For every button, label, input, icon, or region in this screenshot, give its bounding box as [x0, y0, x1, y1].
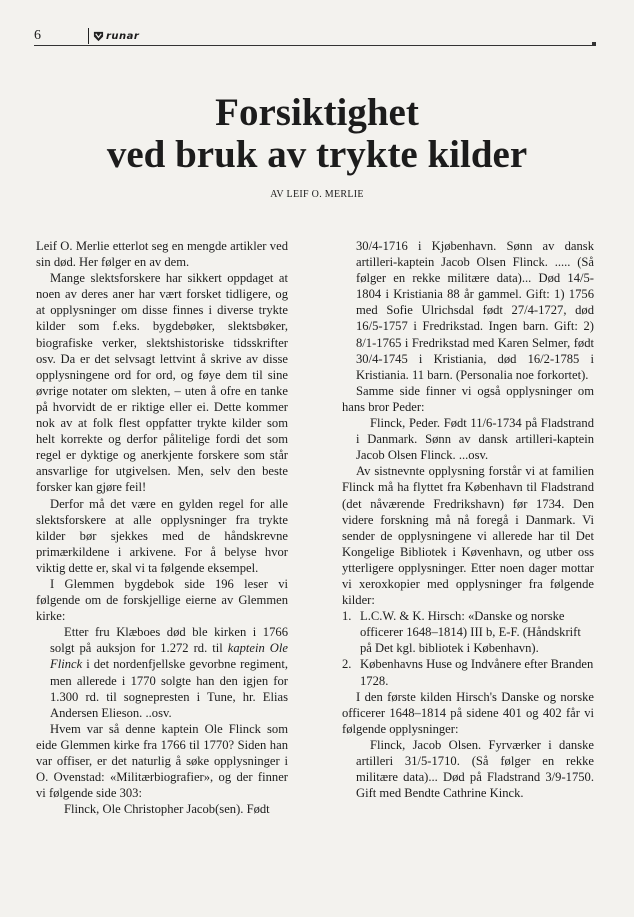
block-quote: Flinck, Ole Christopher Jacob(sen). Født: [64, 802, 270, 817]
paragraph: Mange slektsforskere har sikkert oppdaget at noen av deres aner har vært forsket tidligere, og at opplysninger om disse finnes i diverse trykte kilder som f.eks. bygdebøker, slektsbøker, biografiske verker, slektshistoriske tidsskrifter osv. Da er det selvsagt lettvint å skrive av disse opplysningene ord for ord, og føye dem til sine øvrige notater om slekten, – uten å ofre en tanke på hvorvidt de er riktige eller ei. Dette kommer nok av at folk flest oppfatter trykte kilder som helt korrekte og derfor pålitelige fordi det som regel er dyktige og anerkjente forskere som står ansvarlige for utgivelsen. Men, selv den beste forsker kan gjøre feil!: [36, 271, 288, 495]
list-number: 1.: [342, 609, 352, 624]
block-quote: Flinck, Jacob Olsen. Fyrværker i danske artilleri 31/5-1710. (Så følger en rekke militære data)... Død på Fladstrand 3/9-1750. Gift med Bendte Cathrine Kinck.: [356, 737, 594, 801]
list-text: Københavns Huse og Indvånere efter Branden 1728.: [360, 657, 594, 688]
quote-text: Etter fru Klæboes død ble kirken i 1766 solgt på auksjon for 1.272 rd. til: [50, 625, 288, 656]
header-rule: [34, 45, 594, 46]
right-column: [342, 238, 594, 801]
paragraph: I Glemmen bygdebok side 196 leser vi følgende om de forskjellige eierne av Glemmen kirke:: [36, 576, 288, 624]
header-rule-end-mark: [592, 42, 596, 46]
paragraph: Av sistnevnte opplysning forstår vi at familien Flinck må ha flyttet fra København til Fladstrand (det nåværende Fredrikshavn) før 1734. Den videre forskning må nå foregå i Danmark. Vi sender de opplysningene vi allerede har til Det Kongelige Bibliotek i Køvenhavn, og utber oss ytterligere opplysninger. Etter noen dager mottar vi xeroxkopier med opplysninger fra følgende kilder:: [342, 464, 594, 608]
source-list-item: [342, 656, 594, 688]
logo-text: runar: [106, 30, 140, 42]
logo-emblem-icon: [93, 31, 104, 42]
block-quote: Flinck, Peder. Født 11/6-1734 på Fladstrand i Danmark. Sønn av dansk artilleri-kaptein Jacob Olsen Flinck. ...osv.: [356, 416, 594, 463]
page-header: [34, 26, 594, 48]
left-column: [36, 238, 288, 817]
paragraph: Hvem var så denne kaptein Ole Flinck som eide Glemmen kirke fra 1766 til 1770? Siden han var offiser, er det naturlig å søke opplysninger i O. Ovenstad: «Militærbiografier», og der finner vi følgende side 303:: [36, 721, 288, 801]
runar-logo: [88, 28, 139, 44]
source-list-item: [342, 608, 594, 656]
byline: AV LEIF O. MERLIE: [270, 189, 364, 200]
paragraph: I den første kilden Hirsch's Danske og norske officerer 1648–1814 på sidene 401 og 402 får vi følgende opplysninger:: [342, 689, 594, 736]
quote-text: i det nordenfjellske gevorbne regiment, men allerede i 1770 solgte han den igjen for 1.300 rd. til sognepresten i Tune, hr. Elias Andersen Elieson. ..osv.: [50, 657, 288, 720]
list-number: 2.: [342, 657, 352, 672]
block-quote: [36, 624, 288, 721]
paragraph: Derfor må det være en gylden regel for alle slektsforskere at alle opplysninger fra trykte kilder bør sjekkes med de håndskrevne primærkildene i arkivene. For å belyse hvor viktig dette er, skal vi ta følgende eksempel.: [36, 496, 288, 575]
list-text: L.C.W. & K. Hirsch: «Danske og norske officerer 1648–1814) III b, E-F. (Håndskrift på Det kgl. bibliotek i København).: [360, 609, 581, 656]
quote-emphasis: kaptein Ole Flinck: [50, 641, 288, 672]
article-title: [34, 92, 600, 176]
page-number: 6: [34, 28, 41, 43]
title-line-2: ved bruk av trykte kilder: [106, 133, 528, 176]
title-line-1: Forsiktighet: [215, 91, 419, 134]
paragraph: Leif O. Merlie etterlot seg en mengde artikler ved sin død. Her følger en av dem.: [36, 239, 288, 270]
block-quote: 30/4-1716 i Kjøbenhavn. Sønn av dansk artilleri-kaptein Jacob Olsen Flinck. ..... (Så følger en rekke militære data)... Død 14/5-1804 i Kristiania 88 år gammel. Gift: 1) 1756 med Sofie Ulrichsdal født 27/4-1727, død 16/5-1757 i Fredrikstad. Ingen barn. Gift: 2) 8/1-1765 i Fredrikstad med Karen Selmer, født 30/4-1745 i Kristiania, død 16/2-1785 i Kristiania. 11 barn. (Personalia noe forkortet).: [356, 239, 594, 382]
paragraph: Samme side finner vi også opplysninger om hans bror Peder:: [342, 383, 594, 414]
